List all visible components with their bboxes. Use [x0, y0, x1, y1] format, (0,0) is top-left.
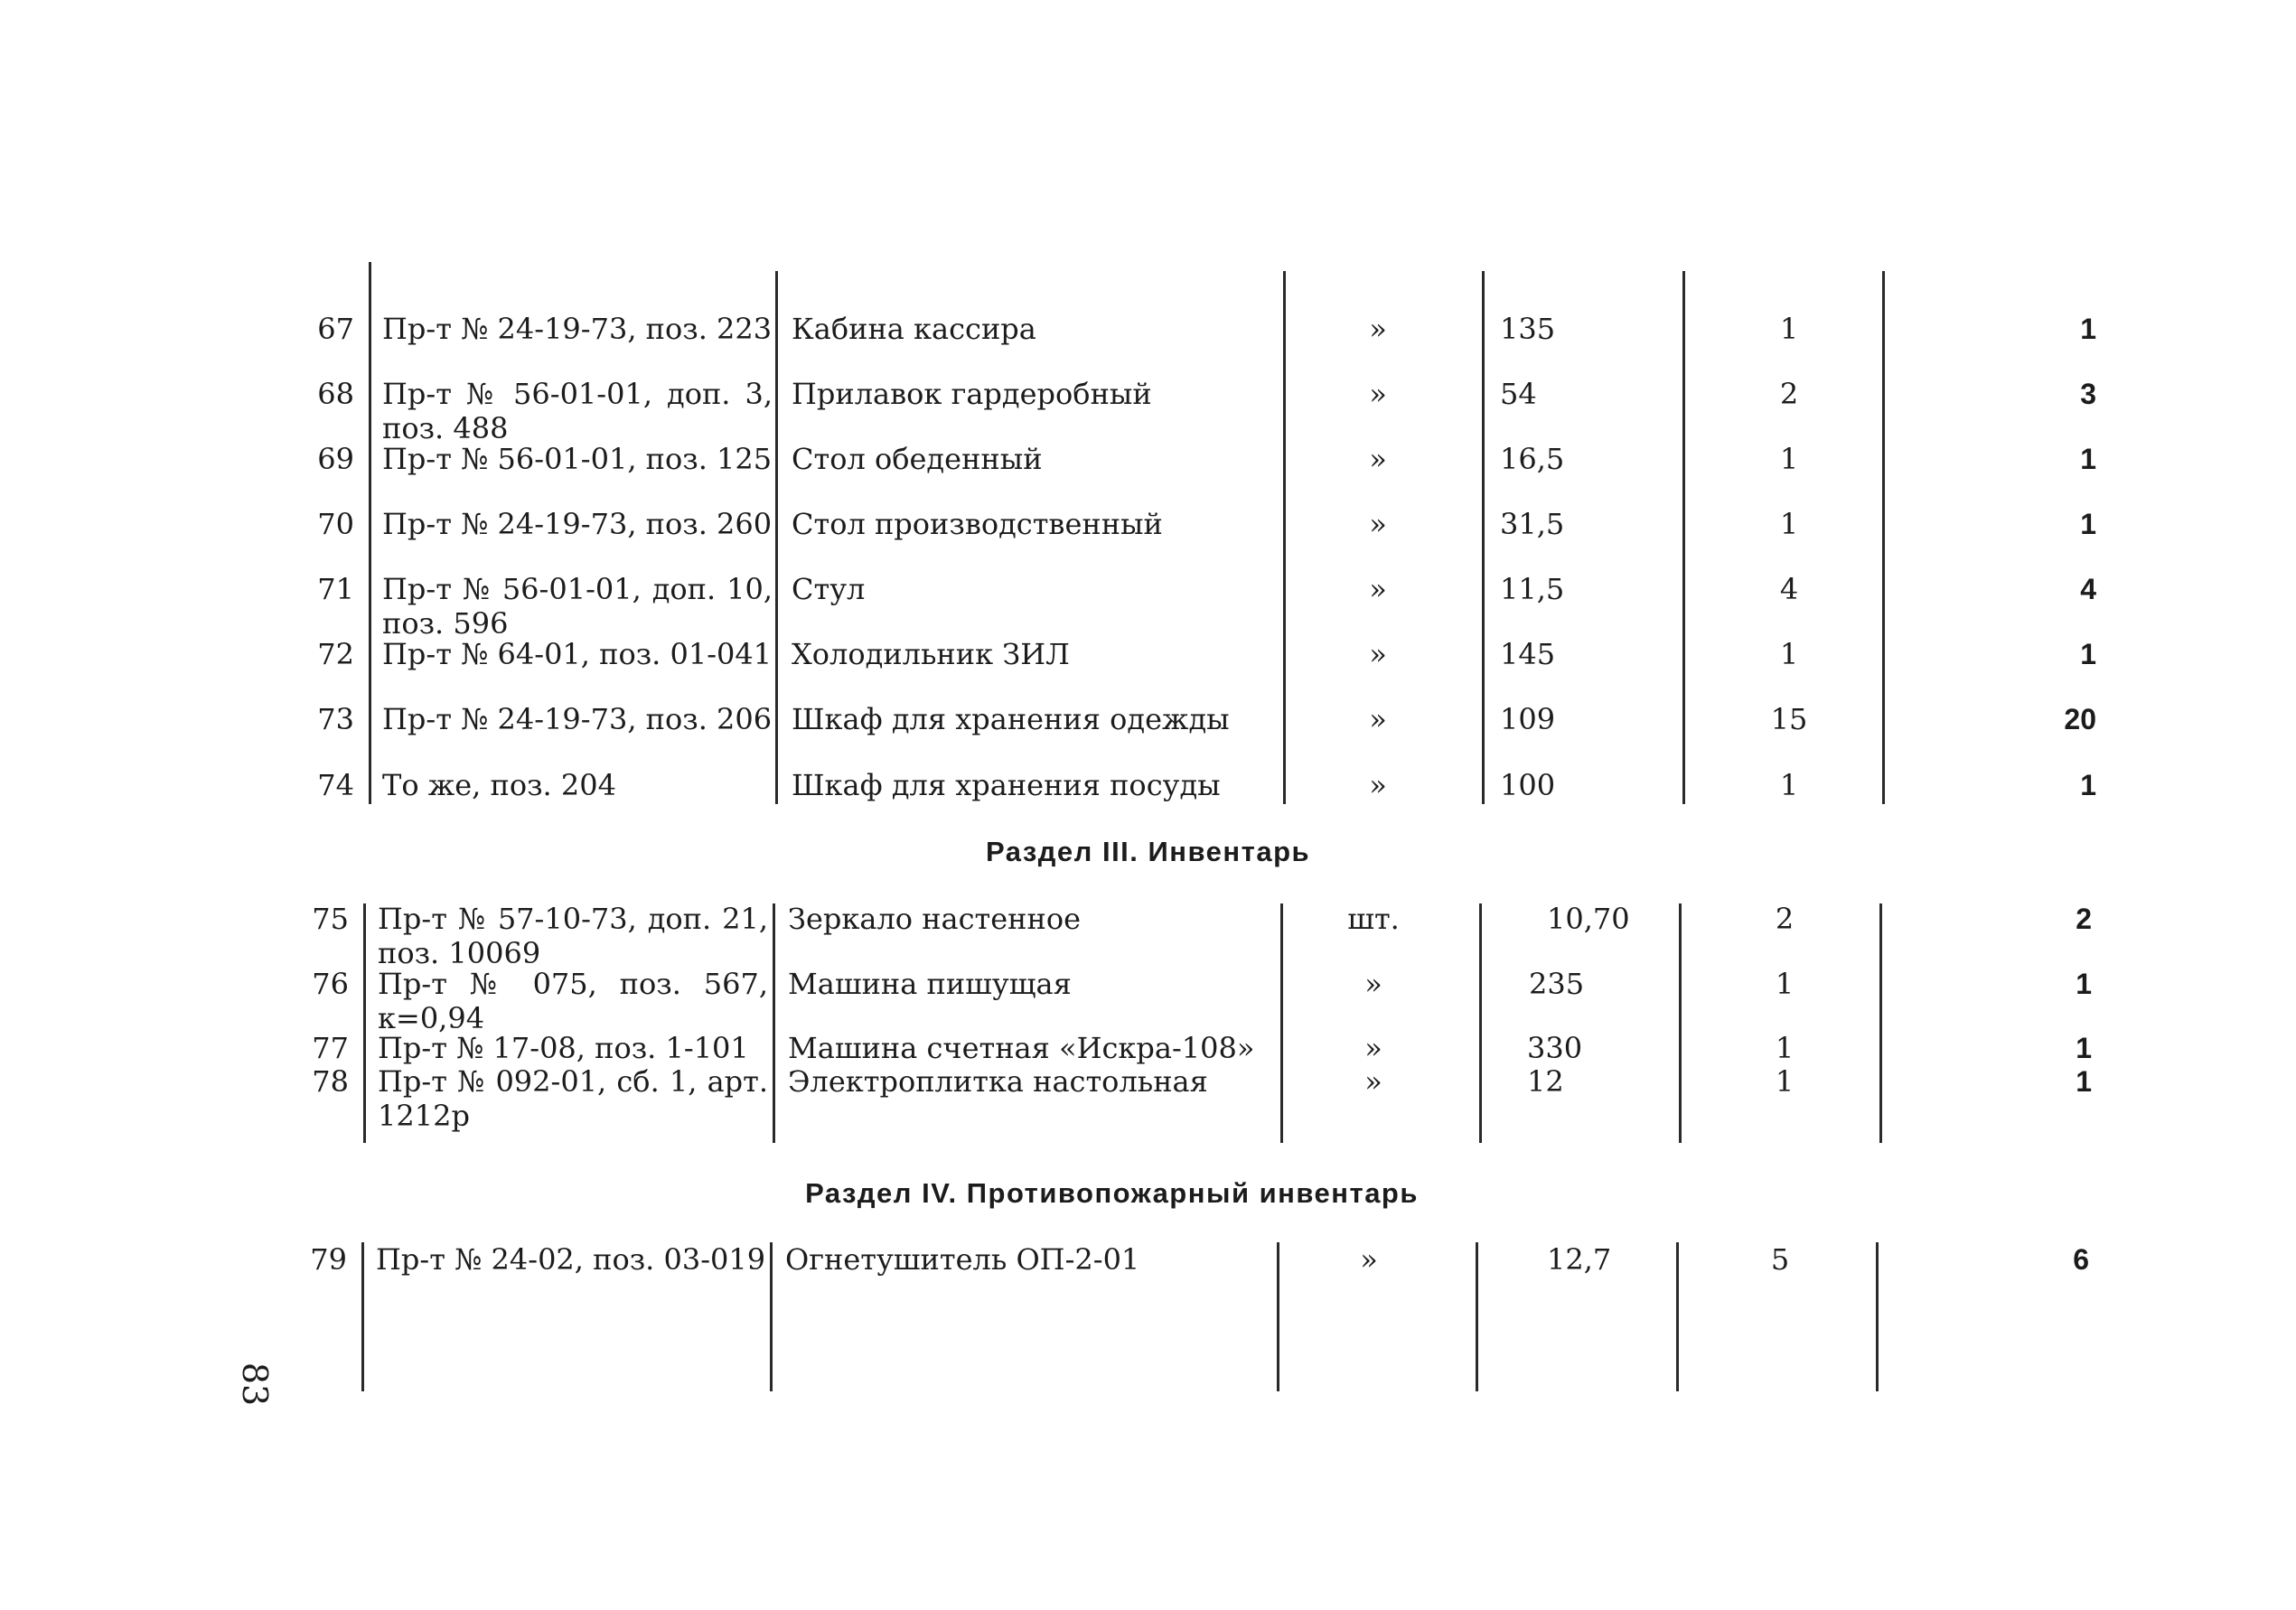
- reference-cell: Пр-т № 17-08, поз. 1-101: [378, 1031, 749, 1065]
- item-name-cell: Машина счетная «Искра-108»: [788, 1031, 1255, 1065]
- quantity-cell: 5: [1770, 1242, 1790, 1277]
- quantity-cell: 1: [1779, 312, 1799, 346]
- quantity-cell: 15: [1770, 702, 1808, 736]
- reference-cell: Пр-т № 56-01-01, доп. 3, поз. 488: [382, 377, 773, 445]
- row-number: 78: [312, 1064, 349, 1099]
- quantity-cell: 1: [1775, 1031, 1795, 1065]
- reference-cell: Пр-т № 56-01-01, доп. 10, поз. 596: [382, 572, 773, 641]
- price-cell: 100: [1500, 768, 1556, 802]
- quantity-cell: 4: [1779, 572, 1799, 606]
- table-row: [0, 1031, 2296, 1065]
- row-number: 69: [317, 442, 354, 476]
- unit-cell: »: [1369, 377, 1387, 411]
- item-name-cell: Холодильник ЗИЛ: [792, 637, 1070, 671]
- table-row: [0, 967, 2296, 1035]
- reference-cell: Пр-т № 57-10-73, доп. 21, поз. 10069: [378, 902, 768, 970]
- quantity-cell: 1: [1779, 637, 1799, 671]
- total-quantity-cell: 1: [2076, 1032, 2092, 1064]
- reference-cell: Пр-т № 075, поз. 567, к=0,94: [378, 967, 768, 1035]
- total-quantity-cell: 1: [2080, 508, 2096, 540]
- table-row: [0, 768, 2296, 833]
- row-number: 68: [317, 377, 354, 411]
- reference-cell: То же, поз. 204: [382, 768, 616, 802]
- table-row: [0, 1242, 2296, 1307]
- table-row: [0, 312, 2296, 377]
- quantity-cell: 2: [1775, 902, 1795, 936]
- price-cell: 135: [1500, 312, 1556, 346]
- row-number: 76: [312, 967, 349, 1001]
- reference-cell: Пр-т № 24-19-73, поз. 206: [382, 702, 773, 736]
- item-name-cell: Зеркало настенное: [788, 902, 1082, 936]
- table-row: [0, 702, 2296, 767]
- price-cell: 31,5: [1500, 507, 1565, 541]
- table-row: [0, 637, 2296, 702]
- unit-cell: »: [1369, 507, 1387, 541]
- total-quantity-cell: 2: [2076, 903, 2092, 935]
- item-name-cell: Прилавок гардеробный: [792, 377, 1152, 411]
- unit-cell: шт.: [1347, 902, 1400, 936]
- table-row: [0, 1064, 2296, 1133]
- total-quantity-cell: 6: [2073, 1243, 2089, 1276]
- quantity-cell: 1: [1779, 768, 1799, 802]
- item-name-cell: Огнетушитель ОП-2-01: [785, 1242, 1140, 1277]
- total-quantity-cell: 1: [2076, 968, 2092, 1000]
- price-cell: 16,5: [1500, 442, 1565, 476]
- item-name-cell: Шкаф для хранения посуды: [792, 768, 1221, 802]
- table-row: [0, 442, 2296, 507]
- total-quantity-cell: 1: [2080, 638, 2096, 670]
- section-title: Раздел IV. Противопожарный инвентарь: [805, 1177, 1419, 1209]
- table-row: [0, 902, 2296, 970]
- total-quantity-cell: 3: [2080, 378, 2096, 410]
- reference-cell: Пр-т № 64-01, поз. 01-041: [382, 637, 773, 671]
- total-quantity-cell: 1: [2080, 313, 2096, 345]
- price-cell: 12: [1527, 1064, 1564, 1099]
- page-number: 83: [235, 1362, 276, 1407]
- reference-cell: Пр-т № 24-19-73, поз. 223: [382, 312, 773, 346]
- row-number: 77: [312, 1031, 349, 1065]
- reference-cell: Пр-т № 56-01-01, поз. 125: [382, 442, 773, 476]
- price-cell: 235: [1529, 967, 1585, 1001]
- unit-cell: »: [1360, 1242, 1378, 1277]
- unit-cell: »: [1369, 312, 1387, 346]
- row-number: 67: [317, 312, 354, 346]
- total-quantity-cell: 4: [2080, 573, 2096, 605]
- row-number: 70: [317, 507, 354, 541]
- unit-cell: »: [1364, 1031, 1382, 1065]
- price-cell: 145: [1500, 637, 1556, 671]
- quantity-cell: 1: [1775, 967, 1795, 1001]
- section-title: Раздел III. Инвентарь: [985, 836, 1311, 867]
- row-number: 79: [310, 1242, 347, 1277]
- unit-cell: »: [1369, 702, 1387, 736]
- price-cell: 11,5: [1500, 572, 1565, 606]
- item-name-cell: Стол производственный: [792, 507, 1163, 541]
- quantity-cell: 1: [1775, 1064, 1795, 1099]
- unit-cell: »: [1369, 768, 1387, 802]
- row-number: 72: [317, 637, 354, 671]
- total-quantity-cell: 1: [2076, 1065, 2092, 1098]
- quantity-cell: 2: [1779, 377, 1799, 411]
- total-quantity-cell: 1: [2080, 443, 2096, 475]
- unit-cell: »: [1369, 442, 1387, 476]
- item-name-cell: Машина пишущая: [788, 967, 1072, 1001]
- item-name-cell: Стол обеденный: [792, 442, 1043, 476]
- reference-cell: Пр-т № 24-19-73, поз. 260: [382, 507, 773, 541]
- row-number: 75: [312, 902, 349, 936]
- table-row: [0, 572, 2296, 641]
- row-number: 71: [317, 572, 354, 606]
- unit-cell: »: [1369, 637, 1387, 671]
- price-cell: 330: [1527, 1031, 1583, 1065]
- item-name-cell: Электроплитка настольная: [788, 1064, 1208, 1099]
- item-name-cell: Шкаф для хранения одежды: [792, 702, 1230, 736]
- row-number: 74: [317, 768, 354, 802]
- quantity-cell: 1: [1779, 442, 1799, 476]
- reference-cell: Пр-т № 092-01, сб. 1, арт. 1212р: [378, 1064, 768, 1133]
- unit-cell: »: [1364, 1064, 1382, 1099]
- price-cell: 12,7: [1547, 1242, 1612, 1277]
- quantity-cell: 1: [1779, 507, 1799, 541]
- reference-cell: Пр-т № 24-02, поз. 03-019: [376, 1242, 766, 1277]
- total-quantity-cell: 20: [2064, 703, 2096, 735]
- unit-cell: »: [1369, 572, 1387, 606]
- total-quantity-cell: 1: [2080, 769, 2096, 801]
- row-number: 73: [317, 702, 354, 736]
- unit-cell: »: [1364, 967, 1382, 1001]
- item-name-cell: Стул: [792, 572, 866, 606]
- price-cell: 54: [1500, 377, 1537, 411]
- table-row: [0, 377, 2296, 445]
- table-row: [0, 507, 2296, 572]
- price-cell: 109: [1500, 702, 1556, 736]
- price-cell: 10,70: [1547, 902, 1630, 936]
- item-name-cell: Кабина кассира: [792, 312, 1036, 346]
